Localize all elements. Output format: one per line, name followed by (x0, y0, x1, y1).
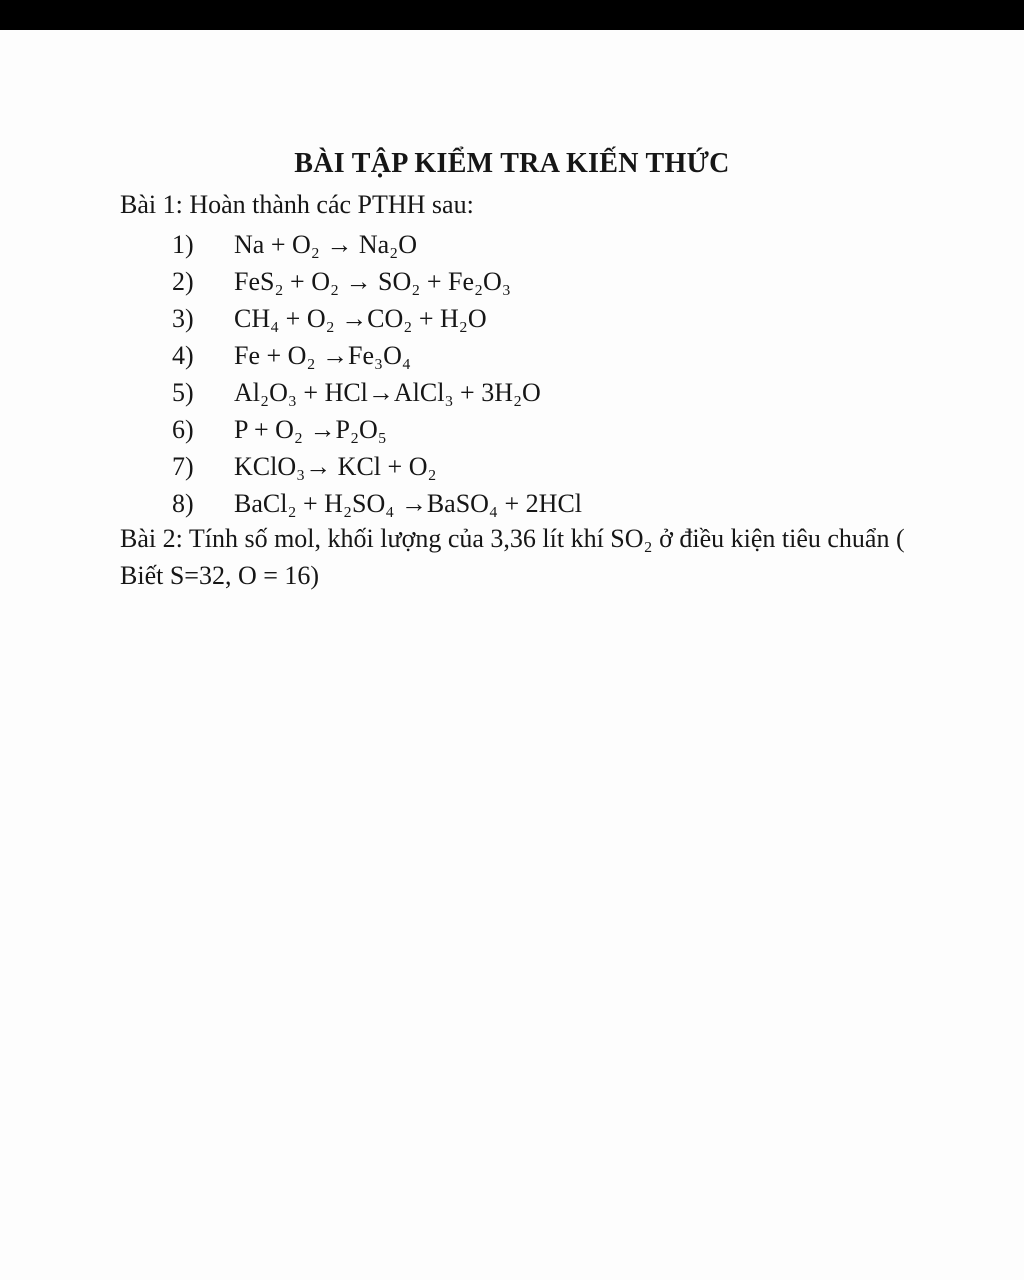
equation-item (172, 337, 582, 374)
equation-number: 8) (172, 489, 194, 518)
equation-item (172, 226, 582, 263)
exercise-2-text: Bài 2: Tính số mol, khối lượng của 3,36 lít khí SO₂ ở điều kiện tiêu chuẩn ( Biết S=32, O = 16) (120, 524, 905, 590)
equation-text: Al₂O₃ + HCl→AlCl₃ + 3H₂O (234, 378, 541, 407)
equation-item (172, 448, 582, 485)
equation-list (172, 226, 582, 522)
equation-number: 5) (172, 378, 194, 407)
equation-text: CH₄ + O₂ →CO₂ + H₂O (234, 304, 487, 333)
equation-item (172, 263, 582, 300)
equation-number: 7) (172, 452, 194, 481)
equation-text: BaCl₂ + H₂SO₄ →BaSO₄ + 2HCl (234, 489, 583, 518)
equation-number: 6) (172, 415, 194, 444)
document-page (0, 30, 1024, 1280)
equation-item (172, 374, 582, 411)
equation-text: FeS₂ + O₂ → SO₂ + Fe₂O₃ (234, 267, 511, 296)
equation-number: 1) (172, 230, 194, 259)
equation-item (172, 485, 582, 522)
equation-number: 3) (172, 304, 194, 333)
equation-text: P + O₂ →P₂O₅ (234, 415, 387, 444)
equation-number: 4) (172, 341, 194, 370)
equation-number: 2) (172, 267, 194, 296)
equation-text: Na + O₂ → Na₂O (234, 230, 417, 259)
page-title: BÀI TẬP KIỂM TRA KIẾN THỨC (294, 148, 730, 179)
equation-item (172, 411, 582, 448)
equation-text: Fe + O₂ →Fe₃O₄ (234, 341, 411, 370)
exercise-1-heading: Bài 1: Hoàn thành các PTHH sau: (120, 190, 474, 219)
equation-text: KClO₃→ KCl + O₂ (234, 452, 437, 481)
equation-item (172, 300, 582, 337)
